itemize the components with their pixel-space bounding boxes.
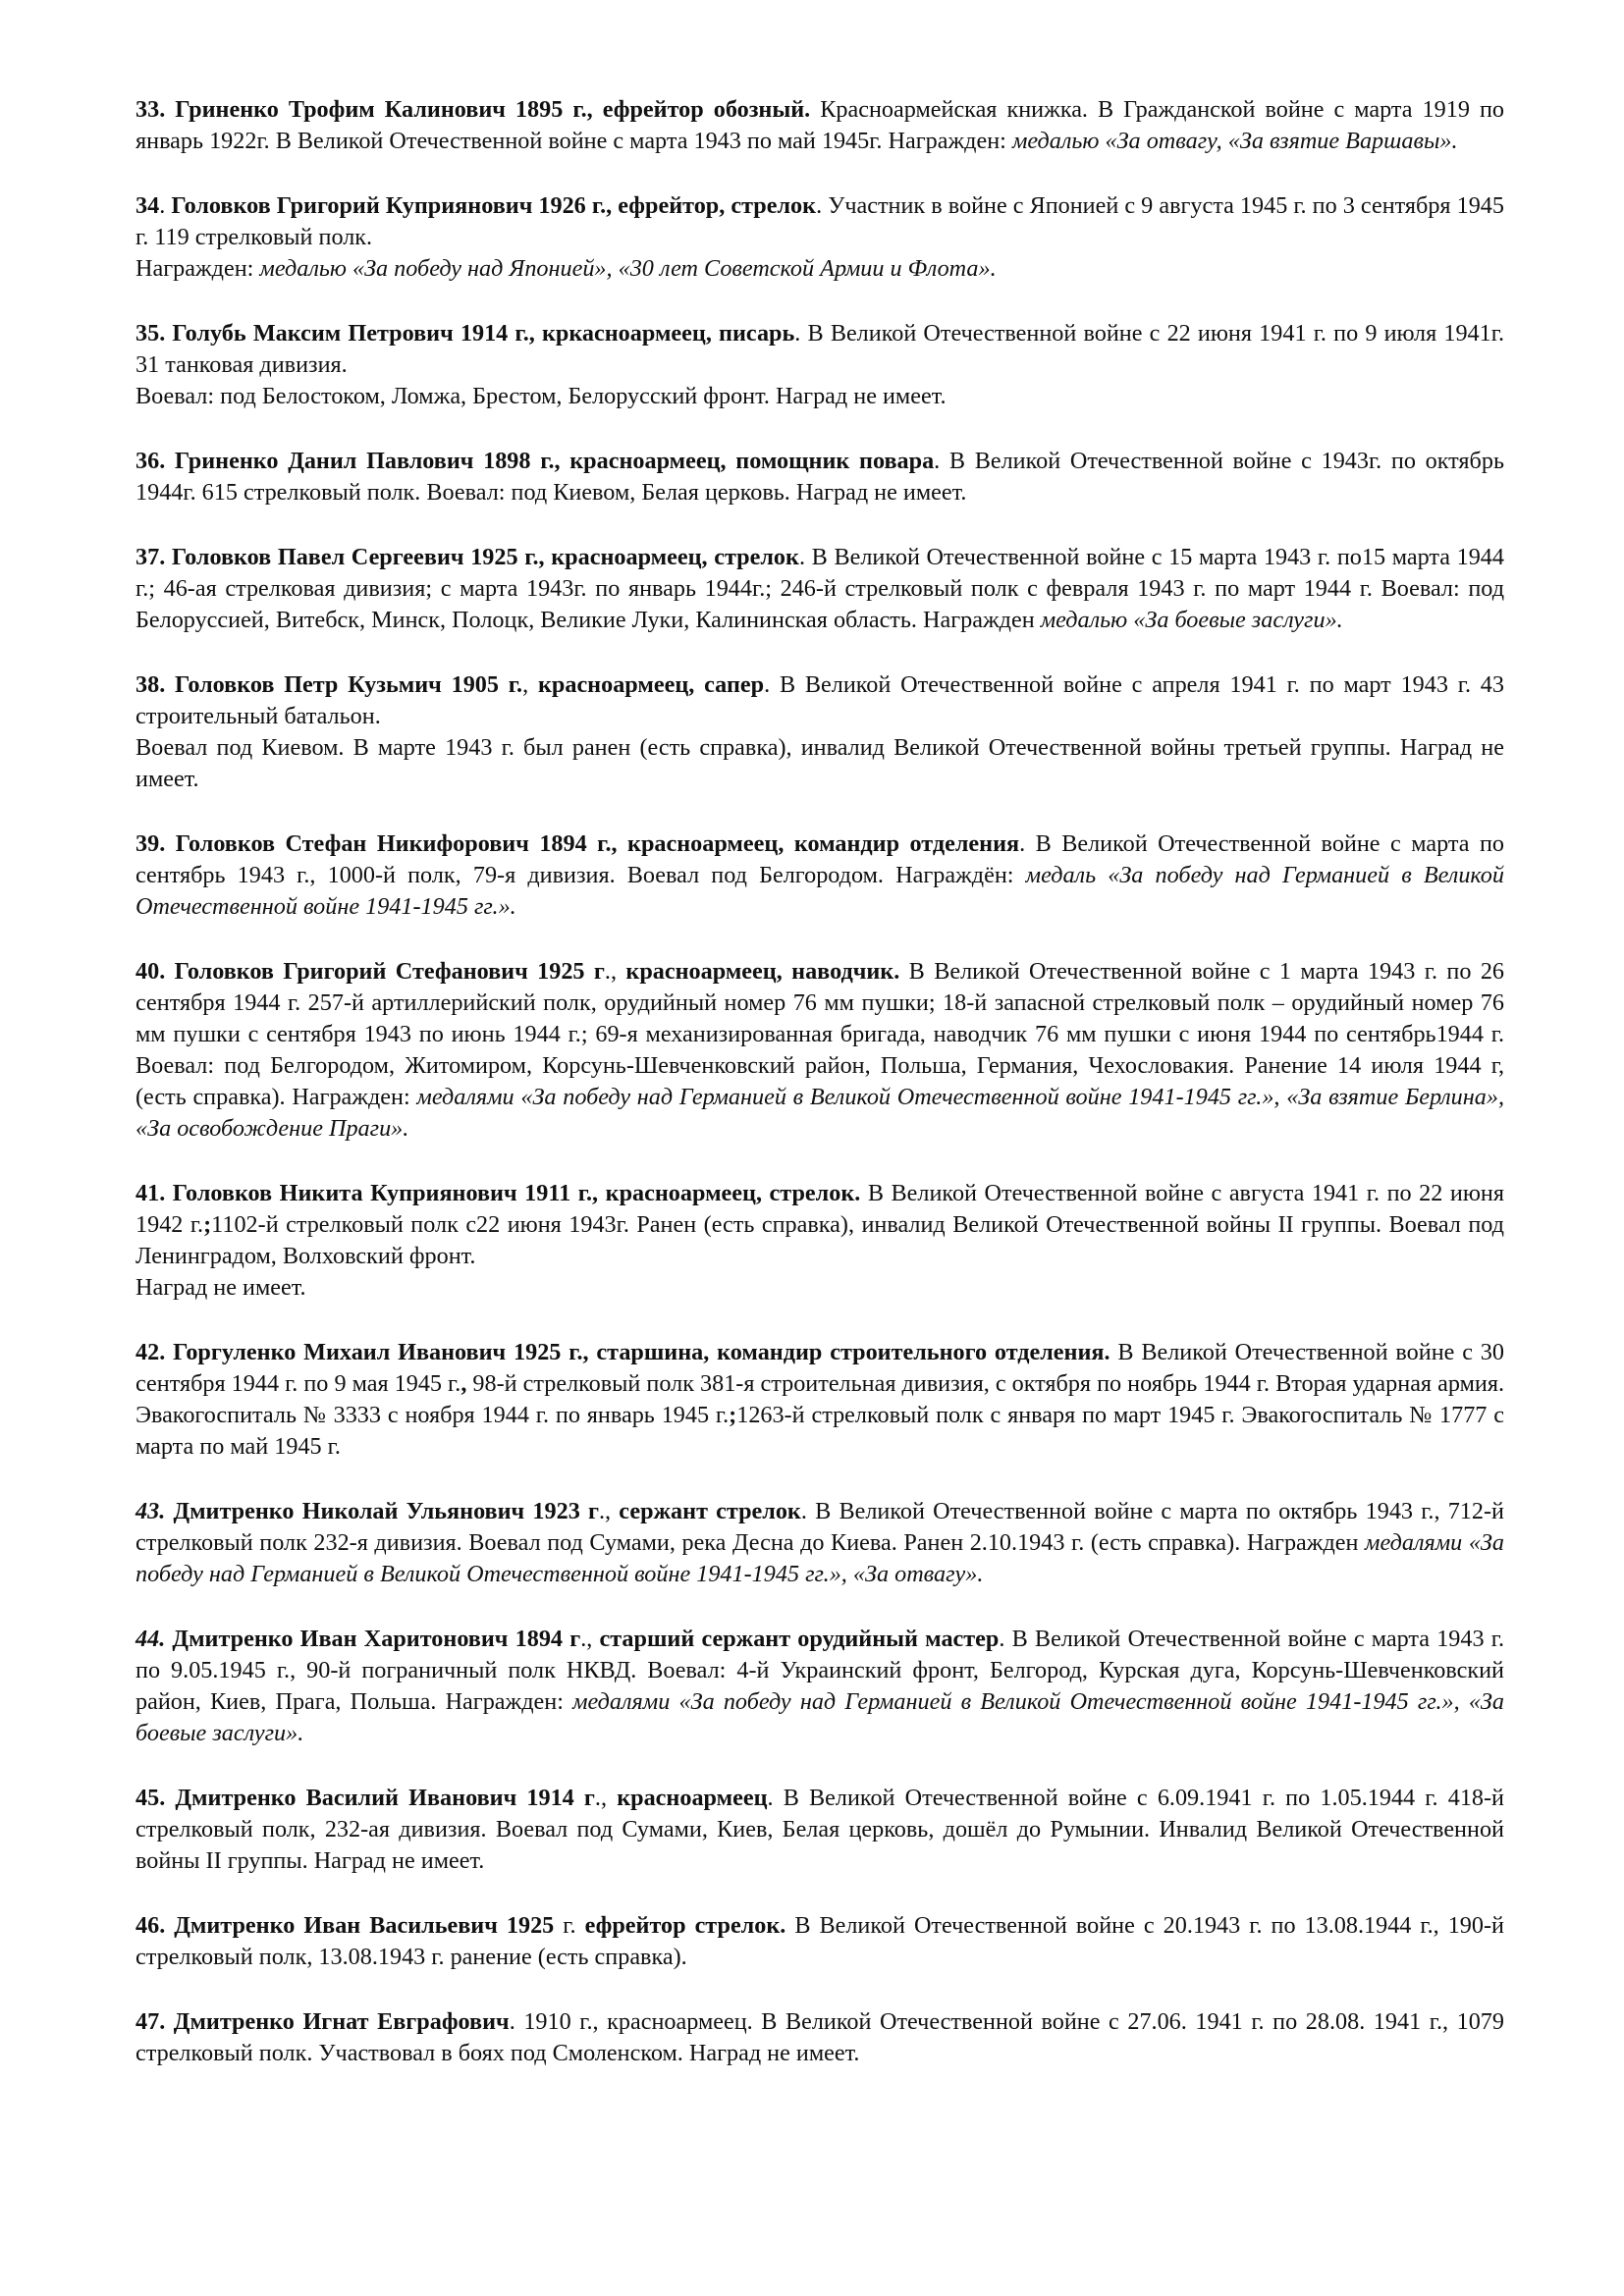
emphasis-text: ефрейтор стрелок. [584, 1912, 786, 1939]
veteran-entry [135, 2006, 1504, 2069]
emphasis-text: 42. Горгуленко Михаил Иванович 1925 г., старшина, командир строительного отделения. [135, 1339, 1110, 1365]
veteran-entry [135, 1624, 1504, 1749]
emphasis-text: красноармеец, сапер [537, 671, 765, 698]
text-run: . В Великой Отечественной войне с марта по октябрь 1943 г., 712-й стрелковый полк 232-я дивизия. Воевал под Сумами, река Десна до Киева. Ранен 2.10.1943 г. (есть справка). Награжден [135, 1498, 1504, 1556]
text-run: Красноармейская книжка. В Гражданской войне с марта 1919 по январь 1922г. В Великой Отечественной войне с марта 1943 по май 1945г. Награжден: [135, 96, 1504, 154]
entry-paragraph [135, 446, 1504, 508]
text-run: Награжден: [135, 255, 260, 282]
entry-paragraph [135, 732, 1504, 795]
text-run: В Великой Отечественной войне с 30 сентября 1944 г. по 9 мая 1945 г. [135, 1339, 1504, 1397]
veteran-entry [135, 318, 1504, 412]
entry-paragraph [135, 1272, 1504, 1304]
emphasis-text: старший сержант орудийный мастер [599, 1626, 1000, 1652]
emphasis-text: ; [729, 1402, 737, 1428]
text-run: ., [594, 1785, 618, 1811]
veteran-entry [135, 542, 1504, 636]
veteran-entry [135, 446, 1504, 508]
entry-paragraph [135, 1624, 1504, 1749]
emphasis-text: 38. Головков Петр Кузьмич 1905 г. [135, 671, 523, 698]
text-run: ., [598, 1498, 620, 1524]
veteran-entry [135, 1783, 1504, 1877]
text-run: В Великой Отечественной войне с 1 марта 1943 г. по 26 сентября 1944 г. 257-й артиллерийский полк, орудийный номер 76 мм пушки; 18-й запасной стрелковый полк – орудийный номер 76 мм пушки с сентября 1943 по июнь 1944 г.; 69-я механизированная бригада, наводчик 76 мм пушки с июня 1944 по сентябрь1944 г. Воевал: под Белгородом, Житомиром, Корсунь-Шевченковский район, Польша, Германия, Чехословакия. Ранение 14 июля 1944 г, (есть справка). Награжден: [135, 958, 1505, 1110]
entry-paragraph [135, 1910, 1504, 1973]
text-run: Наград не имеет. [135, 1274, 306, 1301]
entry-paragraph [135, 381, 1504, 412]
document-page [135, 94, 1504, 2103]
emphasis-text: 43. [135, 1498, 166, 1524]
text-run: г. [554, 1912, 585, 1939]
text-run: . В Великой Отечественной войне с 15 марта 1943 г. по15 марта 1944 г.; 46-ая стрелковая дивизия; с марта 1943г. по январь 1944г.; 246-й стрелковый полк с февраля 1943 г. по март 1944 г. Воевал: под Белоруссией, Витебск, Минск, Полоцк, Великие Луки, Калининская область. Награжден [135, 544, 1504, 633]
text-run: . В Великой Отечественной войне с марта по сентябрь 1943 г., 1000-й полк, 79-я дивизия. Воевал под Белгородом. Награждён: [135, 830, 1504, 888]
text-run: ., [604, 958, 626, 985]
emphasis-text: сержант стрелок [619, 1498, 801, 1524]
award-text: медалью «За боевые заслуги». [1040, 607, 1343, 633]
text-run: . В Великой Отечественной войне с марта 1943 г. по 9.05.1945 г., 90-й пограничный полк НКВД. Воевал: 4-й Украинский фронт, Белгород, Курская дуга, Корсунь-Шевченковский район, Киев, Прага, Польша. Награжден: [135, 1626, 1505, 1715]
text-run: , [522, 671, 538, 698]
entry-paragraph [135, 1178, 1504, 1272]
emphasis-text: ; [203, 1211, 212, 1238]
emphasis-text: 47. Дмитренко Игнат Евграфович [135, 2008, 510, 2035]
text-run: . 1910 г., красноармеец. В Великой Отечественной войне с 27.06. 1941 г. по 28.08. 1941 г., 1079 стрелковый полк. Участвовал в боях под Смоленском. Наград не имеет. [135, 2008, 1504, 2066]
emphasis-text: 46. Дмитренко Иван Васильевич 1925 [135, 1912, 555, 1939]
emphasis-text: 44. [135, 1626, 166, 1652]
emphasis-text: Головков Григорий Куприянович 1926 г., ефрейтор, стрелок [171, 192, 817, 219]
text-run: . В Великой Отечественной войне с 22 июня 1941 г. по 9 июля 1941г. 31 танковая дивизия. [135, 320, 1504, 378]
entry-paragraph [135, 190, 1504, 253]
entry-paragraph [135, 1337, 1504, 1463]
veteran-entry [135, 94, 1504, 157]
entry-paragraph [135, 828, 1504, 923]
award-text: медалями «За победу над Германией в Великой Отечественной войне 1941-1945 гг.», «За отвагу». [135, 1529, 1504, 1587]
emphasis-text: Дмитренко Николай Ульянович 1923 г [165, 1498, 599, 1524]
text-run: 98-й стрелковый полк 381-я строительная дивизия, с октября по ноябрь 1944 г. Вторая ударная армия. Эвакогоспиталь № 3333 с ноября 1944 г. по январь 1945 г. [135, 1370, 1504, 1428]
entry-paragraph [135, 956, 1504, 1145]
entry-paragraph [135, 1496, 1504, 1590]
text-run: Воевал: под Белостоком, Ломжа, Брестом, Белорусский фронт. Наград не имеет. [135, 383, 947, 409]
award-text: медалью «За отвагу, «За взятие Варшавы». [1011, 128, 1458, 154]
veteran-entry [135, 1178, 1504, 1304]
text-run: . В Великой Отечественной войне с 1943г. по октябрь 1944г. 615 стрелковый полк. Воевал: под Киевом, Белая церковь. Наград не имеет. [135, 448, 1504, 506]
text-run: . [159, 192, 172, 219]
text-run: В Великой Отечественной войне с августа 1941 г. по 22 июня 1942 г. [135, 1180, 1504, 1238]
text-run: 1263-й стрелковый полк с января по март 1945 г. Эвакогоспиталь № 1777 с марта по май 1945 г. [135, 1402, 1504, 1460]
entry-paragraph [135, 318, 1504, 381]
entry-paragraph [135, 1783, 1504, 1877]
veteran-entry [135, 956, 1504, 1145]
veteran-entry [135, 828, 1504, 923]
emphasis-text: 33. Гриненко Трофим Калинович 1895 г., ефрейтор обозный. [135, 96, 811, 123]
award-text: медалями «За победу над Германией в Великой Отечественной войне 1941-1945 гг.», «За боевые заслуги». [135, 1688, 1504, 1746]
entry-paragraph [135, 94, 1504, 157]
text-run: . В Великой Отечественной войне с апреля 1941 г. по март 1943 г. 43 строительный батальон. [135, 671, 1504, 729]
veteran-entry [135, 1496, 1504, 1590]
emphasis-text: 39. Головков Стефан Никифорович 1894 г., красноармеец, командир отделения [135, 830, 1020, 857]
emphasis-text: 40. Головков Григорий Стефанович 1925 г [135, 958, 605, 985]
text-run: В Великой Отечественной войне с 20.1943 г. по 13.08.1944 г., 190-й стрелковый полк, 13.08.1943 г. ранение (есть справка). [135, 1912, 1504, 1970]
veteran-entry [135, 1910, 1504, 1973]
entry-paragraph [135, 669, 1504, 732]
text-run: . В Великой Отечественной войне с 6.09.1941 г. по 1.05.1944 г. 418-й стрелковый полк, 232-ая дивизия. Воевал под Сумами, Киев, Белая церковь, дошёл до Румынии. Инвалид Великой Отечественной войны II группы. Наград не имеет. [135, 1785, 1505, 1874]
emphasis-text: 36. Гриненко Данил Павлович 1898 г., красноармеец, помощник повара [135, 448, 935, 474]
entry-paragraph [135, 2006, 1504, 2069]
emphasis-text: 35. Голубь Максим Петрович 1914 г., кркасноармеец, писарь [135, 320, 795, 347]
award-text: медалями «За победу над Германией в Великой Отечественной войне 1941-1945 гг.», «За взятие Берлина», «За освобождение Праги». [135, 1084, 1504, 1142]
emphasis-text: 34 [135, 192, 160, 219]
emphasis-text: Дмитренко Иван Харитонович 1894 г [165, 1626, 581, 1652]
emphasis-text: , [460, 1370, 467, 1397]
veteran-entry [135, 669, 1504, 795]
emphasis-text: 45. Дмитренко Василий Иванович 1914 г [135, 1785, 595, 1811]
award-text: медалью «За победу над Японией», «30 лет Советской Армии и Флота». [259, 255, 997, 282]
emphasis-text: красноармеец [617, 1785, 768, 1811]
text-run: 1102-й стрелковый полк с22 июня 1943г. Ранен (есть справка), инвалид Великой Отечественной войны II группы. Воевал под Ленинградом, Волховский фронт. [135, 1211, 1504, 1269]
entry-paragraph [135, 542, 1504, 636]
veteran-entry [135, 190, 1504, 285]
award-text: медаль «За победу над Германией в Великой Отечественной войне 1941-1945 гг.». [135, 862, 1504, 920]
text-run: . Участник в войне с Японией с 9 августа 1945 г. по 3 сентября 1945 г. 119 стрелковый полк. [135, 192, 1504, 250]
emphasis-text: красноармеец, наводчик. [625, 958, 900, 985]
emphasis-text: 37. Головков Павел Сергеевич 1925 г., красноармеец, стрелок [135, 544, 799, 570]
text-run: Воевал под Киевом. В марте 1943 г. был ранен (есть справка), инвалид Великой Отечественной войны третьей группы. Наград не имеет. [135, 734, 1504, 792]
veteran-entry [135, 1337, 1504, 1463]
entry-paragraph [135, 253, 1504, 285]
text-run: ., [580, 1626, 600, 1652]
emphasis-text: 41. Головков Никита Куприянович 1911 г., красноармеец, стрелок. [135, 1180, 861, 1206]
